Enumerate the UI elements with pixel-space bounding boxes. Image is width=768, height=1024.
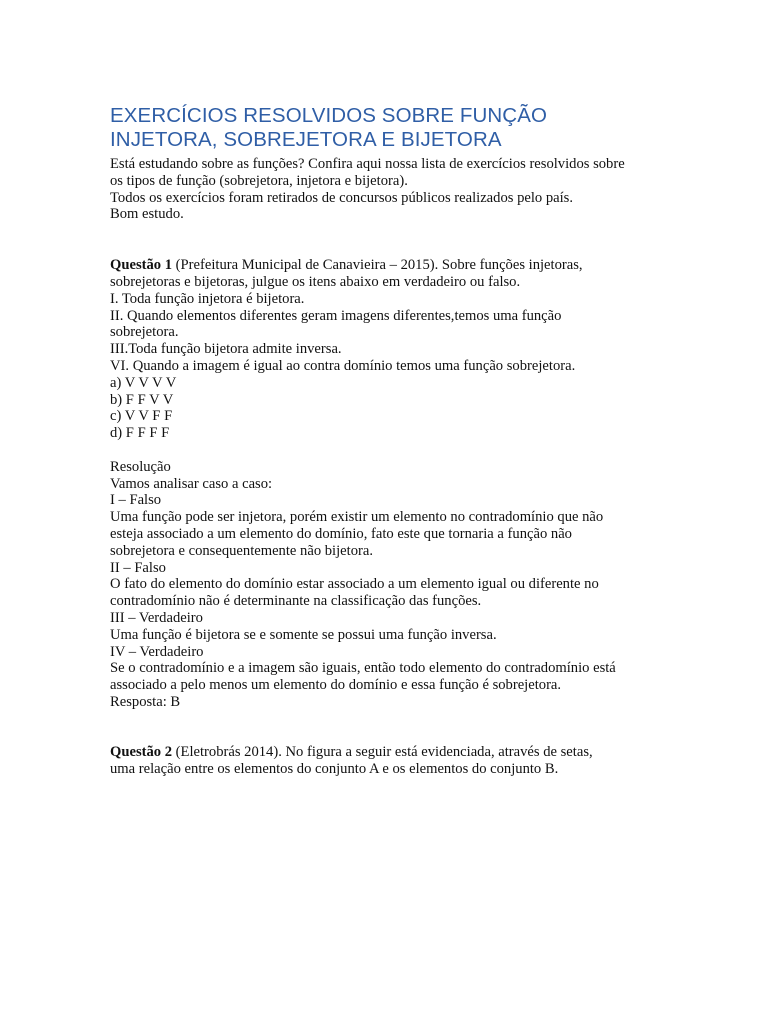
question-2 [110,744,730,778]
question-1-line: sobrejetoras e bijetoras, julgue os itens abaixo em verdadeiro ou falso. [110,273,521,290]
resolution-line: O fato do elemento do domínio estar associado a um elemento igual ou diferente no [110,576,599,593]
intro-line: Está estudando sobre as funções? Confira aqui nossa lista de exercícios resolvidos sobre [110,156,625,172]
page-title [110,104,730,152]
resolution-line: esteja associado a um elemento do domínio, fato este que tornaria a função não [110,525,572,542]
question-1-item: III.Toda função bijetora admite inversa. [110,341,342,358]
question-2-source: (Eletrobrás 2014). No figura a seguir está evidenciada, através de setas, [172,743,593,760]
resolution [110,459,730,711]
resolution-line: contradomínio não é determinante na classificação das funções. [110,593,482,610]
intro-paragraph [110,156,730,223]
intro-line: Bom estudo. [110,206,184,223]
resolution-line: Resolução [110,458,171,475]
question-1-item: II. Quando elementos diferentes geram imagens diferentes,temos uma função [110,307,562,324]
question-1 [110,257,730,442]
answer-option: c) V V F F [110,408,173,425]
intro-line: os tipos de função (sobrejetora, injetora e bijetora). [110,172,408,189]
question-1-item: I. Toda função injetora é bijetora. [110,290,305,307]
answer-option: b) F F V V [110,391,174,408]
answer-option: d) F F F F [110,425,170,442]
resolution-line: III – Verdadeiro [110,609,203,626]
resolution-line: II – Falso [110,559,166,576]
question-1-item: VI. Quando a imagem é igual ao contra domínio temos uma função sobrejetora. [110,357,576,374]
resolution-line: sobrejetora e consequentemente não bijetora. [110,542,373,559]
resolution-line: associado a pelo menos um elemento do domínio e essa função é sobrejetora. [110,677,562,694]
question-1-header [110,257,730,274]
resolution-line: I – Falso [110,492,162,509]
resolution-line: Vamos analisar caso a caso: [110,475,273,492]
resolution-line: Uma função pode ser injetora, porém existir um elemento no contradomínio que não [110,509,604,526]
intro-line: Todos os exercícios foram retirados de concursos públicos realizados pelo país. [110,189,574,206]
document-page [110,104,730,777]
title-line: INJETORA, SOBREJETORA E BIJETORA [110,128,502,151]
answer-option: a) V V V V [110,374,177,391]
question-1-source: (Prefeitura Municipal de Canavieira – 2015). Sobre funções injetoras, [172,257,583,274]
question-1-item: sobrejetora. [110,324,179,341]
question-1-label: Questão 1 [110,257,173,274]
resolution-line: IV – Verdadeiro [110,643,204,660]
question-2-header [110,744,730,761]
resolution-line: Se o contradomínio e a imagem são iguais, então todo elemento do contradomínio está [110,660,616,677]
question-2-label: Questão 2 [110,743,173,760]
question-2-line: uma relação entre os elementos do conjunto A e os elementos do conjunto B. [110,760,559,777]
resolution-line: Uma função é bijetora se e somente se possui uma função inversa. [110,626,497,643]
title-line: EXERCÍCIOS RESOLVIDOS SOBRE FUNÇÃO [110,104,548,127]
resolution-answer: Resposta: B [110,693,181,710]
